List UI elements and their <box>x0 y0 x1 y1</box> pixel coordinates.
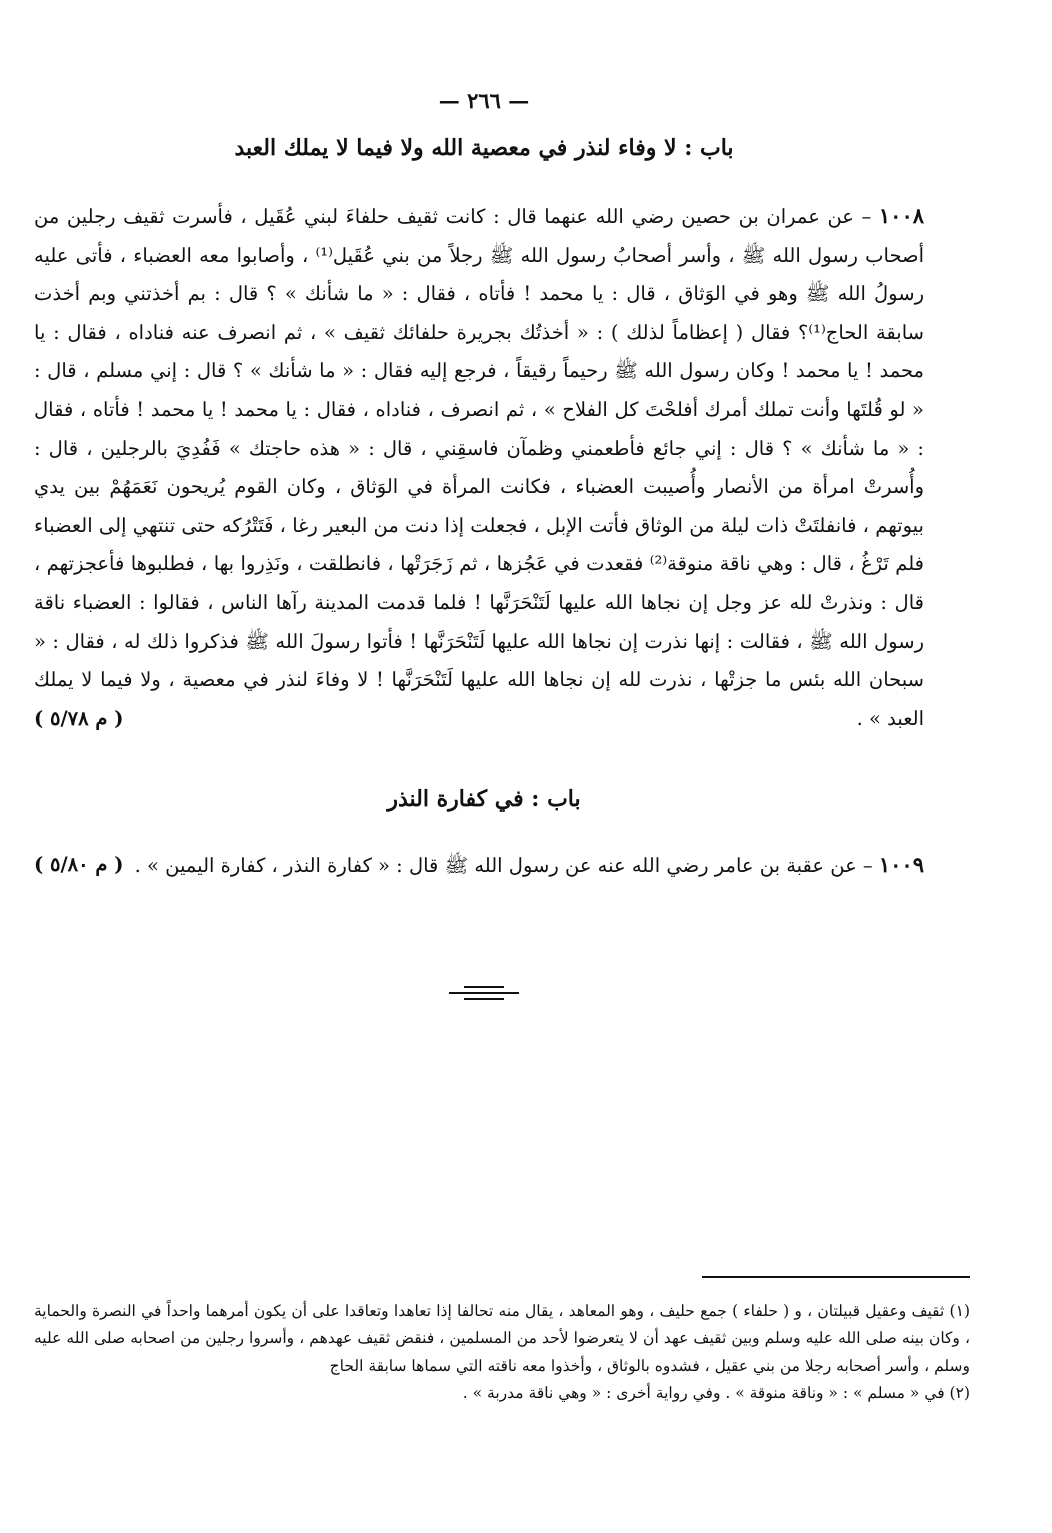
hadith-1009 <box>34 846 934 886</box>
chapter-heading-1: باب : لا وفاء لنذر في معصية الله ولا فيما لا يملك العبد <box>234 135 734 161</box>
hadith-number: ١٠٠٩ <box>878 852 924 878</box>
footnote-separator <box>702 1276 970 1278</box>
footnote-1: (١) ثقيف وعقيل قبيلتان ، و ( حلفاء ) جمع حليف ، وهو المعاهد ، يقال منه تحالفا إذا تعاهدا وتعاقدا على أن يكون أمرهما واحداً في النصرة والحماية ، وكان بينه صلى الله عليه وسلم وبين ثقيف عهد أن لا يتعرضوا لأحد من المسلمين ، فنقض ثقيف عهدهم ، وأسروا رجلين من اصحابه صلى الله عليه وسلم ، وأسر أصحابه رجلا من بني عقيل ، فشدوه بالوثاق ، وأخذوا معه ناقته التي سماها سابقة الحاج <box>34 1302 970 1375</box>
hadith-number: ١٠٠٨ <box>878 203 925 228</box>
page-number: — ٢٦٦ — <box>438 88 530 113</box>
chapter-heading-2: باب : في كفارة النذر <box>387 786 581 813</box>
end-divider <box>449 986 519 1000</box>
hadith-reference: ( م ٥/٨٠ ) <box>34 853 124 877</box>
hadith-1008 <box>34 197 934 738</box>
hadith-text: – عن عقبة بن عامر رضي الله عنه عن رسول الله ﷺ قال : « كفارة النذر ، كفارة اليمين » . <box>134 854 873 878</box>
hadith-text: – عن عمران بن حصين رضي الله عنهما قال : كانت ثقيف حلفاءَ لبني عُقَيل ، فأسرت ثقيف رجلين من أصحاب رسول الله ﷺ ، وأسر أصحابُ رسول الله ﷺ رجلاً من بني عُقَيل⁽¹⁾ ، وأصابوا معه العضباء ، فأتى عليه رسولُ الله ﷺ وهو في الوَثاق ، قال : يا محمد ! فأتاه ، فقال : « ما شأنك » ؟ قال : بم أخذتني وبم أخذت سابقة الحاج⁽¹⁾؟ فقال ( إعظاماً لذلك ) : « أخذتُك بجريرة حلفائك ثقيف » ، ثم انصرف عنه فناداه ، فقال : يا محمد ! يا محمد ! وكان رسول الله ﷺ رحيماً رقيقاً ، فرجع إليه فقال : « ما شأنك » ؟ قال : إني مسلم ، قال : « لو قُلتَها وأنت تملك أمرك أفلحْتَ كل الفلاح » ، ثم انصرف ، فناداه ، فقال : يا محمد ! يا محمد ! فأتاه ، فقال : « ما شأنك » ؟ قال : إني جائع فأطعمني وظمآن فاسقِني ، قال : « هذه حاجتك » فَفُدِيَ بالرجلين ، قال : وأُسرتْ امرأة من الأنصار وأُصيبت العضباء ، فكانت المرأة في الوَثاق ، وكان القوم يُريحون نَعَمَهُمْ بين يدي بيوتهم ، فانفلتَتْ ذات ليلة من الوثاق فأتت الإبل ، فجعلت إذا دنت من البعير رغا ، فَتَتْرُكه حتى تنتهي إلى العضباء فلم تَرْغُ ، قال : وهي ناقة منوقة⁽²⁾ فقعدت في عَجُزها ، ثم زَجَرَتْها ، فانطلقت ، ونَذِروا بها ، فطلبوها فأعجزتهم ، قال : ونذرتْ لله عز وجل إن نجاها الله عليها لَتَنْحَرَنَّها ! فلما قدمت المدينة رآها الناس ، فقالوا : العضباء ناقة رسول الله ﷺ ، فقالت : إنها نذرت إن نجاها الله عليها لَتَنْحَرَنَّها ! فأتوا رسولَ الله ﷺ فذكروا ذلك له ، فقال : « سبحان الله بئس ما جزتْها ، نذرت لله إن نجاها الله عليها لَتَنْحَرَنَّها ! لا وفاءَ لنذر في معصية ، ولا فيما لا يملك العبد » . <box>34 205 925 730</box>
hadith-reference: ( م ٥/٧٨ ) <box>34 706 124 730</box>
footnotes <box>34 1276 970 1408</box>
footnote-2: (٢) في « مسلم » : « وناقة منوقة » . وفي رواية أخرى : « وهي ناقة مدربة » . <box>462 1384 970 1403</box>
